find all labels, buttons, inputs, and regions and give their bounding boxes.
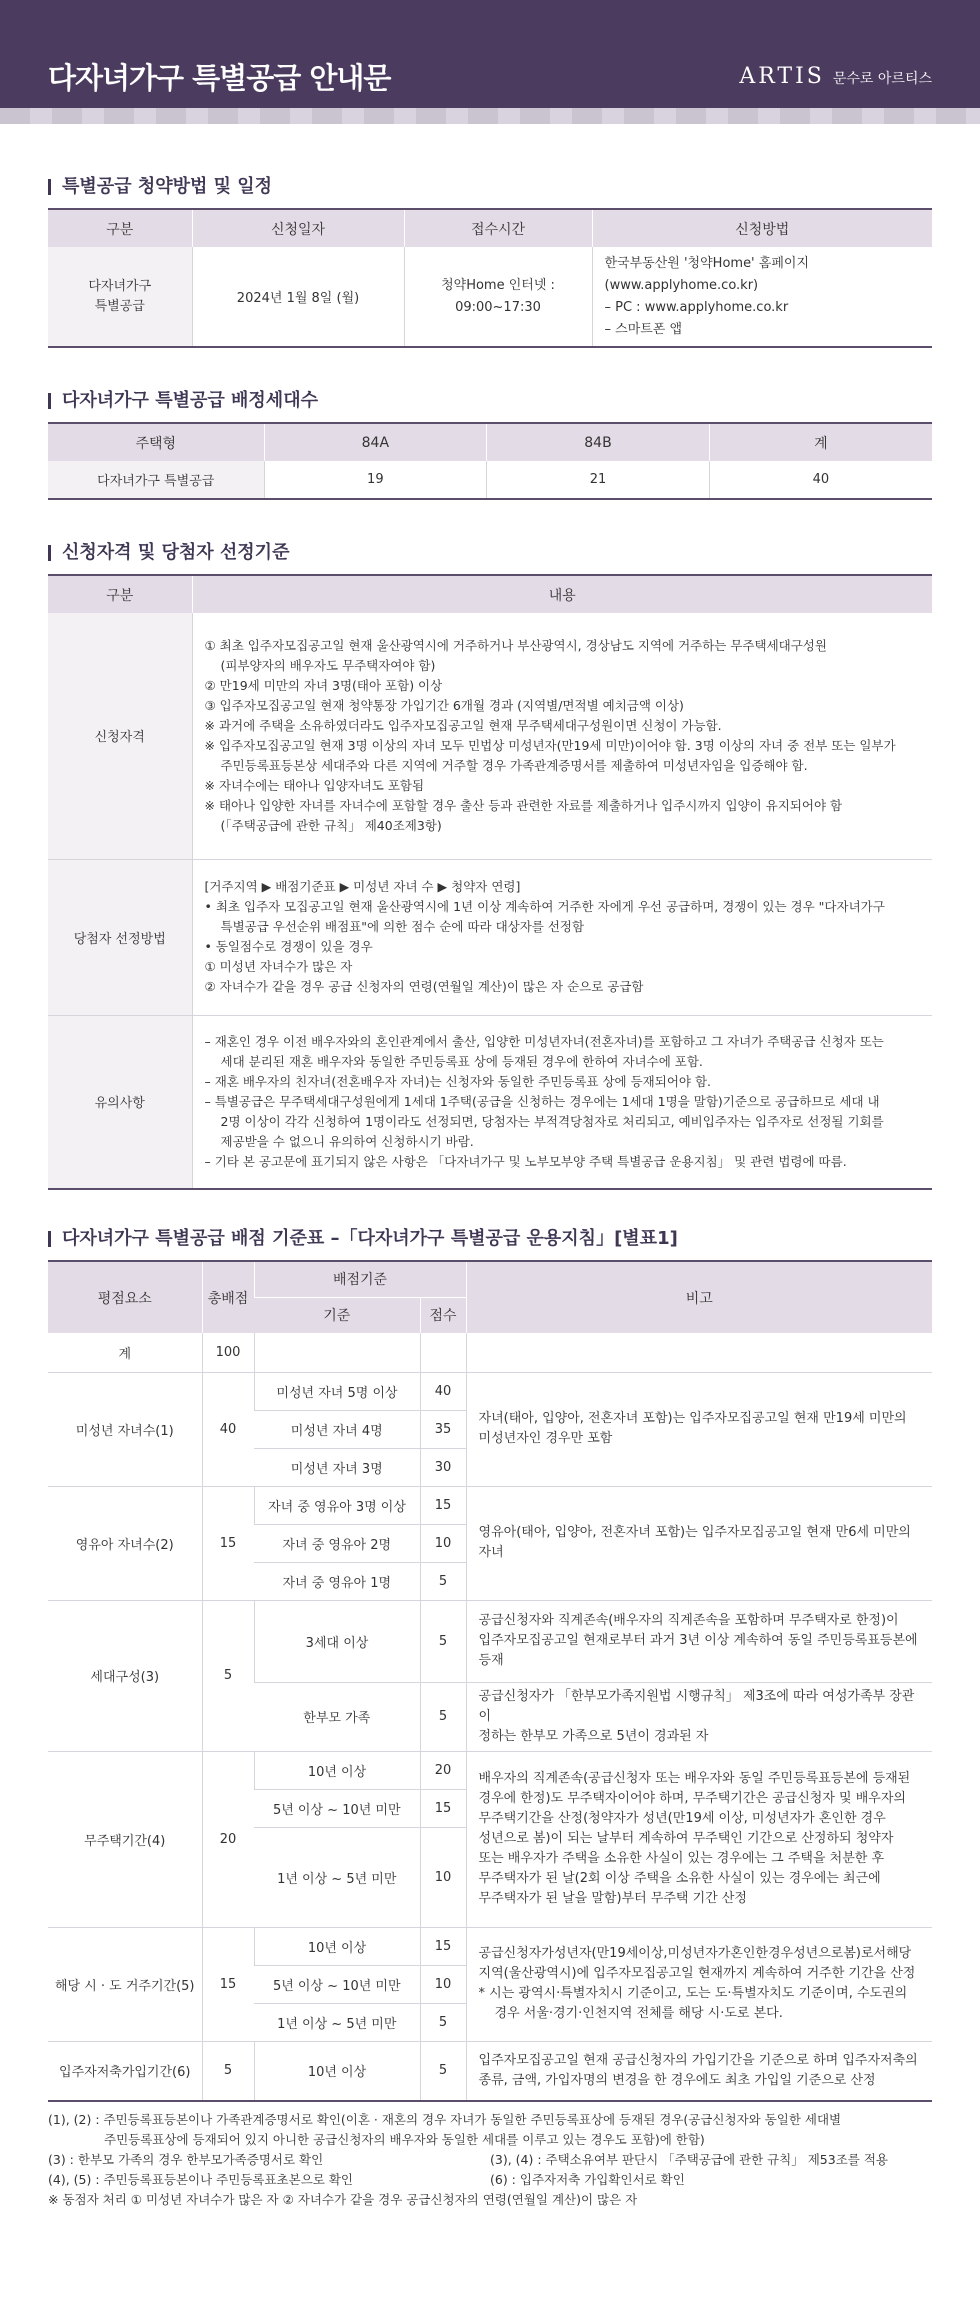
score-std: 자녀 중 영유아 2명 [254,1524,420,1562]
score-std: 10년 이상 [254,2041,420,2101]
score-std: 3세대 이상 [254,1600,420,1682]
score-factor: 세대구성(3) [48,1600,202,1751]
score-header-cell: 배점기준 [254,1261,466,1297]
score-pts: 30 [420,1448,466,1486]
criteria-header-row [48,575,932,613]
footnote: (3), (4) : 주택소유여부 판단시 「주택공급에 관한 규칙」 제53조를 적용 [490,2152,888,2167]
score-header-cell: 점수 [420,1297,466,1333]
allocation-header-cell: 84B [487,423,710,461]
schedule-row [48,247,932,347]
criteria-selection-content: [거주지역 ▶ 배점기준표 ▶ 미성년 자녀 수 ▶ 청약자 연령] • 최초 입주자 모집공고일 현재 울산광역시에 1년 이상 계속하여 거주한 자에게 우선 공급하며, 경쟁이 있는 경우 "다자녀가구 특별공급 우선순위 배점표"에 의한 점수 순에 따라 대상자를 선정함 • 동일점수로 경쟁이 있을 경우 ① 미성년 자녀수가 많은 자 ② 자녀수가 같을 경우 공급 신청자의 연령(연월일 계산)이 많은 자 순으로 공급함 [192,859,932,1015]
schedule-time: 청약Home 인터넷 : 09:00~17:30 [404,247,592,347]
score-note: 영유아(태아, 입양아, 전혼자녀 포함)는 입주자모집공고일 현재 만6세 미만의 자녀 [466,1486,932,1600]
criteria-label: 당첨자 선정방법 [48,859,192,1015]
score-pts: 20 [420,1751,466,1789]
schedule-header-cell: 접수시간 [404,209,592,247]
criteria-qualification-content: ① 최초 입주자모집공고일 현재 울산광역시에 거주하거나 부산광역시, 경상남도 지역에 거주하는 무주택세대구성원 (피부양자의 배우자도 무주택자여야 함) ② 만19세 미만의 자녀 3명(태아 포함) 이상 ③ 입주자모집공고일 현재 청약통장 가입기간 6개월 경과 (지역별/면적별 예치금액 이상) ※ 과거에 주택을 소유하였더라도 입주자모집공고일 현재 무주택세대구성원이면 신청이 가능함. ※ 입주자모집공고일 현재 3명 이상의 자녀 모두 민법상 미성년자(만19세 미만)이어야 함. 3명 이상의 자녀 중 전부 또는 일부가 주민등록표등본상 세대주와 다른 지역에 거주할 경우 가족관계증명서를 제출하여 미성년자임을 입증해야 함. ※ 자녀수에는 태아나 입양자녀도 포함됨 ※ 태아나 입양한 자녀를 자녀수에 포함할 경우 출산 등과 관련한 자료를 제출하거나 입주시까지 입양이 유지되어야 함 (「주택공급에 관한 규칙」 제40조제3항) [192,613,932,859]
score-std: 미성년 자녀 5명 이상 [254,1372,420,1410]
score-table [48,1260,932,2102]
score-note: 공급신청자와 직계존속(배우자의 직계존속을 포함하며 무주택자로 한정)이 입주자모집공고일 현재로부터 과거 3년 이상 계속하여 동일 주민등록표등본에 등재 [466,1600,932,1682]
criteria-header-cell: 내용 [192,575,932,613]
score-pts: 5 [420,2041,466,2101]
score-pts: 10 [420,1524,466,1562]
score-pts: 15 [420,1789,466,1827]
score-header-cell: 평점요소 [48,1261,202,1333]
score-header-cell: 총배점 [202,1261,254,1333]
table-row [48,2041,932,2101]
allocation-header-row [48,423,932,461]
allocation-cell: 21 [487,461,710,499]
table-row [48,1333,932,1372]
score-factor: 영유아 자녀수(2) [48,1486,202,1600]
score-note: 배우자의 직계존속(공급신청자 또는 배우자와 동일 주민등록표등본에 등재된 경우에 한정)도 무주택자이어야 하며, 무주택기간은 공급신청자 및 배우자의 무주택기간을 산정(청약자가 성년(만19세 이상, 미성년자가 혼인한 경우 성년으로 봄)이 되는 날부터 계속하여 무주택인 기간으로 산정하되 청약자 또는 배우자가 주택을 소유한 사실이 있는 경우에는 그 주택을 처분한 후 무주택자가 된 날(2회 이상 주택을 소유한 사실이 있는 경우에는 최근에 무주택자가 된 날을 말함)부터 무주택 기간 산정 [466,1751,932,1927]
footnote: 주민등록표상에 등재되어 있지 아니한 공급신청자의 배우자와 동일한 세대를 이루고 있는 경우도 포함)에 한함) [104,2132,705,2147]
criteria-notice-content: – 재혼인 경우 이전 배우자와의 혼인관계에서 출산, 입양한 미성년자녀(전혼자녀)를 포함하고 그 자녀가 주택공급 신청자 또는 세대 분리된 재혼 배우자와 동일한 주민등록표 상에 등재된 경우에 한하여 자녀수에 포함. – 재혼 배우자의 친자녀(전혼배우자 자녀)는 신청자와 동일한 주민등록표 상에 등재되어야 함. – 특별공급은 무주택세대구성원에게 1세대 1주택(공급을 신청하는 경우에는 1세대 1명을 말함)기준으로 공급하므로 세대 내 2명 이상이 각각 신청하여 1명이라도 선정되면, 당첨자는 부적격당첨자로 처리되고, 예비입주자는 입주자로 선정될 기회를 제공받을 수 없으니 유의하여 신청하시기 바람. – 기타 본 공고문에 표기되지 않은 사항은 「다자녀가구 및 노부모부양 주택 특별공급 운용지침」 및 관련 법령에 따름. [192,1015,932,1189]
score-factor: 무주택기간(4) [48,1751,202,1927]
score-note: 입주자모집공고일 현재 공급신청자의 가입기간을 기준으로 하며 입주자저축의 종류, 금액, 가입자명의 변경을 한 경우에도 최초 가입일 기준으로 산정 [466,2041,932,2101]
criteria-table [48,574,932,1190]
criteria-label: 유의사항 [48,1015,192,1189]
schedule-date: 2024년 1월 8일 (월) [192,247,404,347]
criteria-header-cell: 구분 [48,575,192,613]
score-total: 5 [202,1600,254,1751]
score-sum-label: 계 [48,1333,202,1372]
score-std: 1년 이상 ~ 5년 미만 [254,1827,420,1927]
score-sum-total: 100 [202,1333,254,1372]
score-std: 5년 이상 ~ 10년 미만 [254,1789,420,1827]
score-header-cell: 기준 [254,1297,420,1333]
score-total: 15 [202,1486,254,1600]
table-row [48,1751,932,1789]
table-row [48,1486,932,1524]
score-pts: 5 [420,1682,466,1751]
section-title-allocation: 다자녀가구 특별공급 배정세대수 [48,390,932,412]
score-pts: 40 [420,1372,466,1410]
schedule-table [48,208,932,348]
schedule-method: 한국부동산원 '청약Home' 홈페이지 (www.applyhome.co.kr) – PC : www.applyhome.co.kr – 스마트폰 앱 [592,247,932,347]
table-row [48,1372,932,1410]
score-pts: 5 [420,1562,466,1600]
score-std: 미성년 자녀 4명 [254,1410,420,1448]
score-std: 5년 이상 ~ 10년 미만 [254,1965,420,2003]
criteria-label: 신청자격 [48,613,192,859]
score-total: 40 [202,1372,254,1486]
score-pts: 10 [420,1965,466,2003]
section-title-schedule: 특별공급 청약방법 및 일정 [48,176,932,198]
score-pts: 35 [420,1410,466,1448]
footnote: (3) : 한부모 가족의 경우 한부모가족증명서로 확인 [48,2152,324,2167]
brand-logo-text: ARTIS [739,64,825,89]
schedule-header-cell: 구분 [48,209,192,247]
page-title: 다자녀가구 특별공급 안내문 [48,61,391,95]
allocation-row [48,461,932,499]
score-factor: 해당 시 · 도 거주기간(5) [48,1927,202,2041]
allocation-header-cell: 주택형 [48,423,264,461]
allocation-header-cell: 계 [709,423,932,461]
score-total: 5 [202,2041,254,2101]
section-title-score: 다자녀가구 특별공급 배점 기준표 –「다자녀가구 특별공급 운용지침」[별표1] [48,1228,932,1250]
score-factor: 입주자저축가입기간(6) [48,2041,202,2101]
footnote: (4), (5) : 주민등록표등본이나 주민등록표초본으로 확인 [48,2172,353,2187]
score-total: 20 [202,1751,254,1927]
allocation-cell: 19 [264,461,487,499]
score-header-row [48,1261,932,1297]
score-note: 공급신청자가 「한부모가족지원법 시행규칙」 제3조에 따라 여성가족부 장관이 정하는 한부모 가족으로 5년이 경과된 자 [466,1682,932,1751]
page-header [0,0,980,124]
footnotes [48,2102,932,2210]
score-pts: 5 [420,1600,466,1682]
brand-logo-sub: 문수로 아르티스 [832,71,932,87]
table-row [48,1600,932,1682]
allocation-cell: 40 [709,461,932,499]
footnote-row [48,2170,932,2190]
score-std: 한부모 가족 [254,1682,420,1751]
score-factor: 미성년 자녀수(1) [48,1372,202,1486]
allocation-header-cell: 84A [264,423,487,461]
allocation-cell: 다자녀가구 특별공급 [48,461,264,499]
score-std: 자녀 중 영유아 1명 [254,1562,420,1600]
score-std: 자녀 중 영유아 3명 이상 [254,1486,420,1524]
score-pts: 15 [420,1486,466,1524]
schedule-header-row [48,209,932,247]
footnote: (1), (2) : 주민등록표등본이나 가족관계증명서로 확인(이혼 · 재혼의 경우 자녀가 동일한 주민등록표상에 등재된 경우(공급신청자와 동일한 세대별 [48,2112,842,2127]
footnote: (6) : 입주자저축 가입확인서로 확인 [490,2172,685,2187]
criteria-row-notice [48,1015,932,1189]
allocation-table [48,422,932,500]
score-note: 자녀(태아, 입양아, 전혼자녀 포함)는 입주자모집공고일 현재 만19세 미만의 미성년자인 경우만 포함 [466,1372,932,1486]
score-std: 10년 이상 [254,1927,420,1965]
score-std: 1년 이상 ~ 5년 미만 [254,2003,420,2041]
schedule-header-cell: 신청방법 [592,209,932,247]
section-title-criteria: 신청자격 및 당첨자 선정기준 [48,542,932,564]
footnote: ※ 동점자 처리 ① 미성년 자녀수가 많은 자 ② 자녀수가 같을 경우 공급신청자의 연령(연월일 계산)이 많은 자 [48,2192,638,2207]
brand-logo [739,64,932,89]
criteria-row-qualification [48,613,932,859]
score-header-cell: 비고 [466,1261,932,1333]
score-std: 미성년 자녀 3명 [254,1448,420,1486]
schedule-type: 다자녀가구 특별공급 [48,247,192,347]
table-row [48,1927,932,1965]
score-total: 15 [202,1927,254,2041]
score-pts: 10 [420,1827,466,1927]
score-note: 공급신청자가성년자(만19세이상,미성년자가혼인한경우성년으로봄)로서해당 지역(울산광역시)에 입주자모집공고일 현재까지 계속하여 거주한 기간을 산정 * 시는 광역시·특별자치시 기준이고, 도는 도·특별자치도 기준이며, 수도권의 경우 서울·경기·인천지역 전체를 해당 시·도로 본다. [466,1927,932,2041]
schedule-header-cell: 신청일자 [192,209,404,247]
score-pts: 5 [420,2003,466,2041]
criteria-row-selection [48,859,932,1015]
footnote-row [48,2150,932,2170]
score-std: 10년 이상 [254,1751,420,1789]
score-pts: 15 [420,1927,466,1965]
header-pattern-band [0,108,980,124]
